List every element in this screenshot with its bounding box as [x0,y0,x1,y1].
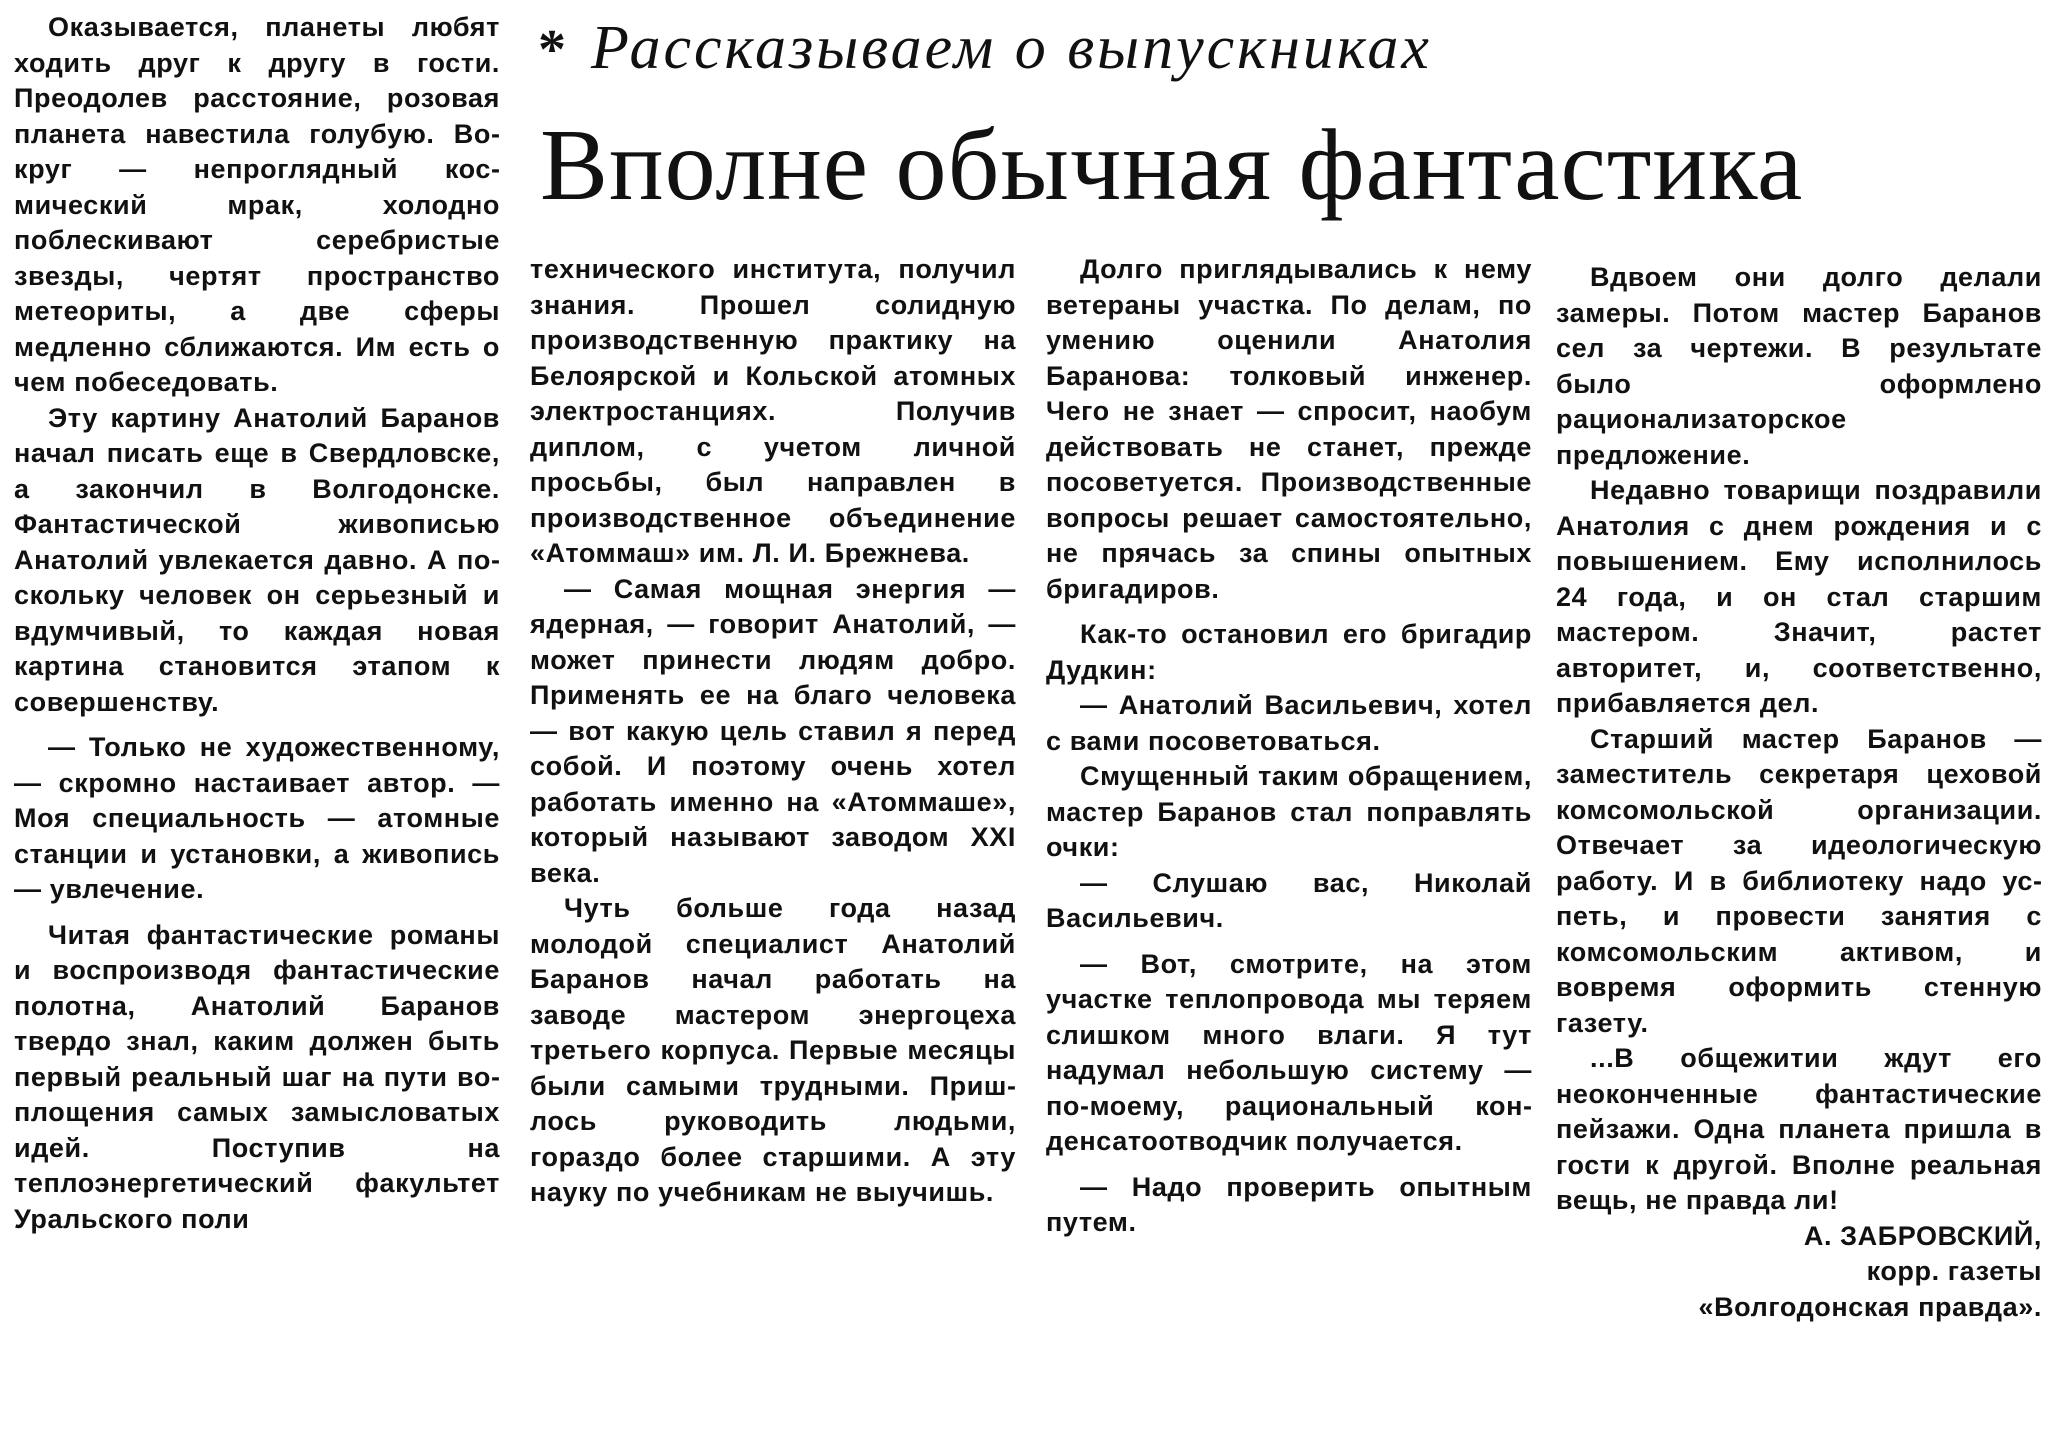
paragraph: Чуть больше года назад молодой специалист Анатолий Баранов начал работать на заводе мастером энергоцеха третьего корпуса. Первые месяцы были самыми трудными. Пришлось руководить людьми, гораздо более старшими. А эту науку по учебникам не выучишь. [530,893,1016,1207]
text-column-3 [1046,252,1532,1241]
paragraph: Долго приглядывались к нему ветераны участка. По делам, по умению оценили Анатолия Баранова: толковый инженер. Чего не знает — спросит, наобум действовать не станет, прежде посоветуется. Производственные вопросы решает самостоятельно, не прячась за спины опытных бригадиров. [1046,254,1532,604]
text-column-4 [1556,260,2042,1325]
paragraph: Вдвоем они долго делали замеры. Потом мастер Баранов сел за чертежи. В результате было оформлено рационализаторское предложение. [1556,262,2042,470]
paragraph: Недавно товарищи поздравили Анатолия с днем рождения и с повышением. Ему исполнилось 24 года, и он стал старшим мастером. Значит, растет авторитет, и, соответственно, прибавляется дел. [1556,475,2042,718]
paragraph: — Самая мощная энергия — ядерная, — говорит Анатолий, — может принести людям добро. Применять ее на благо человека — вот какую цель ставил я перед собой. И поэтому очень хотел работать именно на «Атоммаше», который называют заводом XXI века. [530,573,1016,888]
paragraph: Как-то остановил его бригадир Дудкин: [1046,619,1532,685]
author-newspaper: «Волгодонская правда». [1698,1291,2042,1322]
author-name: А. ЗАБРОВСКИЙ, [1803,1220,2042,1251]
text-column-2 [530,252,1016,1211]
paragraph: технического института, получил знания. Прошел солидную производственную практику на Белоярской и Кольской атомных электростанциях. Получив диплом, с учетом личной просьбы, был направлен в производственное объединение «Атоммаш» им. Л. И. Брежнева. [530,254,1016,568]
article-headline: Вполне обычная фантастика [540,109,1804,222]
paragraph: — Только не художественному, — скромно настаивает автор. — Моя специальность — атомные станции и установки, а живопись — увлечение. [14,732,500,904]
paragraph: Старший мастер Баранов — заместитель секретаря цеховой комсомольской организации. Отвечает за идеологическую работу. И в библиотеку надо успеть, и провести занятия с комсомольским активом, и вовремя оформить стенную газету. [1556,723,2042,1038]
paragraph: — Надо проверить опытным путем. [1046,1171,1532,1237]
rubric-text: Рассказываем о выпускниках [591,14,1432,82]
paragraph: Читая фантастические романы и воспроизводя фантастические полотна, Анатолий Баранов твердо знал, каким должен быть первый реальный шаг на пути воплощения самых замысловатых идей. Поступив на теплоэнергетический факультет Уральского поли [14,919,500,1234]
rubric-heading [538,8,2038,88]
author-role: корр. газеты [1866,1256,2042,1286]
paragraph: Оказывается, планеты любят ходить друг к другу в гости. Преодолев расстояние, розовая планета навестила голубую. Вокруг — непроглядный космический мрак, холодно поблескивают серебристые звезды, чертят пространство метеориты, а две сферы медленно сближаются. Им есть о чем побеседовать. [14,12,500,397]
text-column-1 [14,10,500,1237]
paragraph: Эту картину Анатолий Баранов начал писать еще в Свердловске, а закончил в Волгодонске. Фантастической живописью Анатолий увлекается давно. А поскольку человек он серьезный и вдумчивый, то каждая новая картина становится этапом к совершенству. [14,402,500,717]
paragraph: — Анатолий Васильевич, хотел с вами посоветоваться. [1046,690,1532,756]
paragraph: Смущенный таким обращением, мастер Баранов стал поправлять очки: [1046,761,1532,862]
paragraph: ...В общежитии ждут его неоконченные фантастические пейзажи. Одна планета пришла в гости к другой. Вполне реальная вещь, не правда ли! [1556,1043,2042,1215]
paragraph: — Вот, смотрите, на этом участке теплопровода мы теряем слишком много влаги. Я тут надумал небольшую систему — по-моему, рациональный конденсатоотводчик получается. [1046,948,1532,1156]
paragraph: — Слушаю вас, Николай Васильевич. [1046,867,1532,933]
star-icon: * [538,19,569,81]
